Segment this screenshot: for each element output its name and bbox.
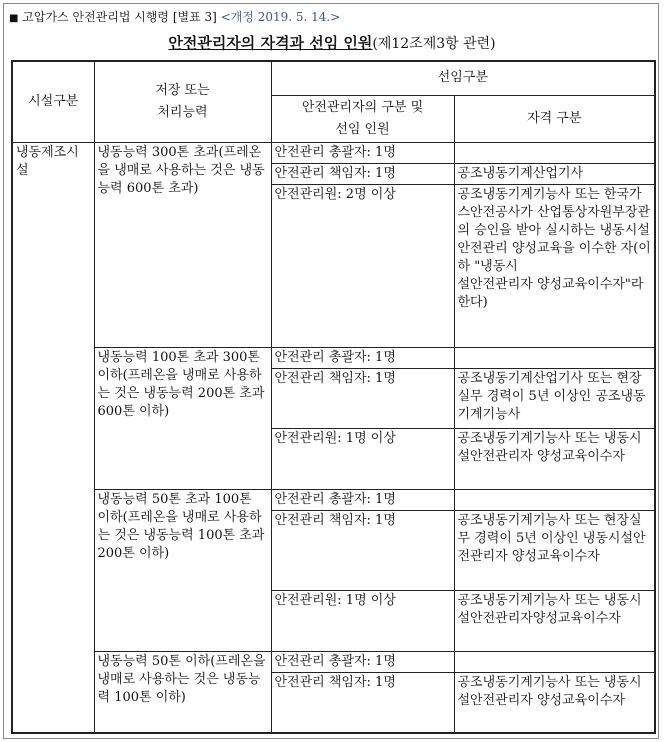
header-manager-line1: 안전관리자의 구분 및	[301, 99, 424, 115]
square-bullet-icon: ■	[9, 13, 19, 24]
manager-cell: 안전관리 책임자: 1명	[271, 673, 454, 733]
qual-cell	[454, 142, 655, 163]
header-manager	[271, 95, 454, 142]
header-capacity-line1: 저장 또는	[155, 82, 210, 98]
manager-cell: 안전관리 총괄자: 1명	[271, 142, 454, 163]
page-title	[0, 32, 664, 53]
manager-cell: 안전관리원: 2명 이상	[271, 184, 454, 347]
header-facility: 시설구분	[12, 61, 94, 142]
manager-cell: 안전관리 총괄자: 1명	[271, 348, 454, 369]
qual-cell: 공조냉동기계기능사 또는 한국가스안전공사가 산업통상자원부장관의 승인을 받아 실시하는 냉동시설안전관리 양성교육을 이수한 자(이하 "냉동시 설안전관리자 양성교육이수자"라 한다)	[454, 184, 655, 347]
manager-cell: 안전관리 책임자: 1명	[271, 369, 454, 428]
title-sub: (제12조제3항 관련)	[372, 36, 496, 52]
manager-cell: 안전관리 총괄자: 1명	[271, 652, 454, 673]
amendment-date: <개정 2019. 5. 14.>	[220, 10, 341, 24]
manager-cell: 안전관리 책임자: 1명	[271, 163, 454, 184]
manager-cell: 안전관리 책임자: 1명	[271, 510, 454, 590]
qualification-table	[11, 60, 656, 734]
law-reference: 고압가스 안전관리법 시행령 [별표 3]	[22, 10, 217, 24]
qual-cell: 공조냉동기계기능사 또는 현장실무 경력이 5년 이상인 냉동시설안전관리자 양성교육이수자	[454, 510, 655, 590]
facility-cell: 냉동제조시설	[12, 142, 94, 733]
qual-cell	[454, 652, 655, 673]
qual-cell: 공조냉동기계산업기사	[454, 163, 655, 184]
header-capacity-line2: 처리능력	[157, 104, 208, 120]
qual-cell	[454, 489, 655, 510]
capacity-cell: 냉동능력 50톤 초과 100톤 이하(프레온을 냉매로 사용하는 것은 냉동능력 100톤 초과 200톤 이하)	[94, 489, 271, 651]
qual-cell: 공조냉동기계기능사 또는 냉동시설안전관리자 양성교육이수자	[454, 428, 655, 489]
capacity-cell: 냉동능력 50톤 이하(프레온을 냉매로 사용하는 것은 냉동능력 100톤 이하)	[94, 652, 271, 733]
manager-cell: 안전관리원: 1명 이상	[271, 428, 454, 489]
manager-cell: 안전관리원: 1명 이상	[271, 591, 454, 652]
header-manager-line2: 선임 인원	[335, 121, 390, 137]
qual-cell: 공조냉동기계기능사 또는 냉동시설안전관리자 양성교육이수자	[454, 673, 655, 733]
header-qual: 자격 구분	[454, 95, 655, 142]
manager-cell: 안전관리 총괄자: 1명	[271, 489, 454, 510]
qual-cell: 공조냉동기계산업기사 또는 현장실무 경력이 5년 이상인 공조냉동기계기능사	[454, 369, 655, 428]
capacity-cell: 냉동능력 100톤 초과 300톤 이하(프레온을 냉매로 사용하는 것은 냉동능력 200톤 초과 600톤 이하)	[94, 348, 271, 489]
header-capacity	[94, 61, 271, 142]
qual-cell: 공조냉동기계기능사 또는 냉동시설안전관리자양성교육이수자	[454, 591, 655, 652]
capacity-cell: 냉동능력 300톤 초과(프레온을 냉매로 사용하는 것은 냉동능력 600톤 초과)	[94, 142, 271, 348]
header-appoint: 선임구분	[271, 61, 655, 95]
title-main: 안전관리자의 자격과 선임 인원	[168, 34, 373, 52]
document-header	[9, 8, 340, 25]
qual-cell	[454, 348, 655, 369]
